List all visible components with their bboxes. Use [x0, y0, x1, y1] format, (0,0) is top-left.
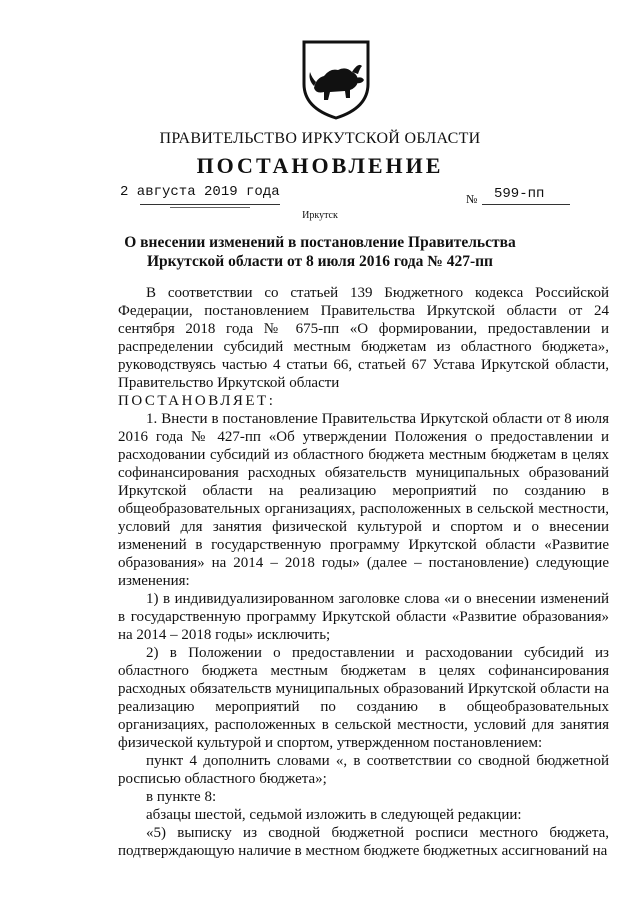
date-underline-secondary [170, 207, 250, 208]
resolves-heading: ПОСТАНОВЛЯЕТ: [118, 393, 276, 409]
paragraph-abzacy: абзацы шестой, седьмой изложить в следующей редакции: [146, 807, 522, 823]
decree-date: 2 августа 2019 года [120, 184, 280, 200]
decree-number: 599-пп [494, 186, 545, 202]
number-underline [482, 204, 570, 205]
irkutsk-coat-of-arms-icon [300, 38, 372, 120]
paragraph-1: 1. Внести в постановление Правительства Иркутской области от 8 июля 2016 года № 427-пп «Об утверждении Положения о предоставлении и расходовании субсидий из областного бюджета местным бюджетам в целях софинансирования расходных обязательств муниципальных образований Иркутской области на реализацию мероприятий по созданию в общеобразовательных организациях, расположенных в сельской местности, условий для занятия физической культурой и спортом и о внесении изменений в государственную программу Иркутской области «Развитие образования» на 2014 – 2018 годы» (далее – постановление) следующие изменения: [118, 411, 609, 589]
paragraph-point-8: в пункте 8: [146, 789, 217, 805]
date-underline [140, 204, 280, 205]
paragraph-item-5: «5) выписку из сводной бюджетной росписи местного бюджета, подтверждающую наличие в местном бюджете бюджетных ассигнований на [118, 825, 609, 859]
paragraph-1-1: 1) в индивидуализированном заголовке слова «и о внесении изменений в государственную программу Иркутской области «Развитие образования» на 2014 – 2018 годы» исключить; [118, 591, 609, 643]
document-type: ПОСТАНОВЛЕНИЕ [196, 153, 444, 178]
paragraph-1-2: 2) в Положении о предоставлении и расходовании субсидий из областного бюджета местным бюджетам в целях софинансирования расходных обязательств муниципальных образований Иркутской области на реализацию мероприятий по созданию в общеобразовательных организациях, расположенных в сельской местности, условий для занятия физической культурой и спортом, утвержденном постановлением: [118, 645, 609, 751]
document-title: О внесении изменений в постановление Правительства Иркутской области от 8 июля 2016 года № 427-пп [124, 234, 516, 270]
paragraph-point-4: пункт 4 дополнить словами «, в соответствии со сводной бюджетной росписью областного бюджета»; [118, 753, 609, 787]
government-name: ПРАВИТЕЛЬСТВО ИРКУТСКОЙ ОБЛАСТИ [159, 130, 481, 147]
city: Иркутск [302, 210, 338, 221]
preamble-paragraph: В соответствии со статьей 139 Бюджетного кодекса Российской Федерации, постановлением Правительства Иркутской области от 24 сентября 2018 года № 675-пп «О формировании, предоставлении и распределении субсидий местным бюджетам из областного бюджета», руководствуясь частью 4 статьи 66, статьей 67 Устава Иркутской области, Правительство Иркутской области [118, 285, 609, 391]
number-sign: № [466, 192, 478, 206]
document-body [118, 284, 609, 860]
